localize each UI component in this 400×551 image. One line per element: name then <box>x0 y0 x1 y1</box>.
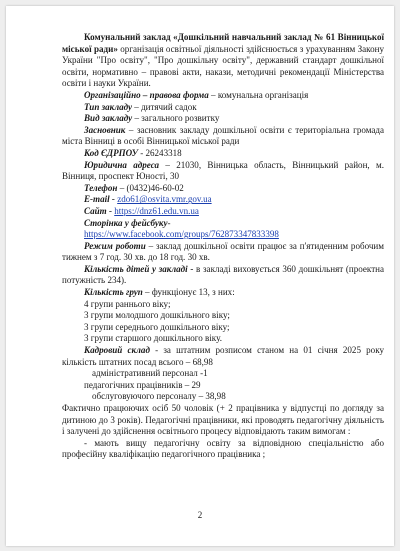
facebook-label: Сторінка у фейсбуку <box>84 217 168 228</box>
phone-label: Телефон <box>84 182 118 193</box>
groups-line <box>62 287 384 299</box>
group-item: 3 групи старшого дошкільного віку. <box>84 333 222 344</box>
site-line <box>62 206 384 218</box>
schedule-value: – заклад дошкільної освіти працює за п'ятиденним робочим тижнем з 7 год. 30 хв. до 18 год. 30 хв. <box>62 240 384 263</box>
phone-value: – (0432)46-60-02 <box>117 182 184 193</box>
schedule-line <box>62 241 384 264</box>
intro-paragraph <box>62 32 384 90</box>
site-label: Сайт - <box>84 205 112 216</box>
address-value: – 21030, Вінницька область, Вінницький район, м. Вінниця, проспект Юності, 30 <box>62 159 384 182</box>
facebook-line <box>62 218 384 230</box>
children-value: в закладі виховується 360 дошкільнят (проектна потужність 234). <box>62 263 384 286</box>
staff-admin: адміністративний персонал -1 <box>92 368 208 379</box>
children-line <box>62 264 384 287</box>
email-label: E-mail - <box>84 194 115 205</box>
document-page <box>6 6 394 546</box>
edrpou-line <box>62 148 384 160</box>
groups-value: – функціонує 13, з них: <box>142 287 235 298</box>
staff-value: - за штатним розписом станом на 01 січня 2025 року кількість штатних посад всього – 68,98 <box>62 345 385 367</box>
facebook-link-line <box>62 229 384 241</box>
phone-line <box>62 183 384 195</box>
address-line <box>62 160 384 183</box>
edrpou-label: Код ЄДРПОУ <box>84 147 138 158</box>
group-item: 3 групи молодшого дошкільного віку; <box>84 310 230 321</box>
type-label: Тип закладу <box>84 101 133 112</box>
requirement-item: - мають вищу педагогічну освіту за відповідною спеціальністю або професійну кваліфікацію педагогічного працівника ; <box>62 437 384 460</box>
kind-line <box>62 113 384 125</box>
staff-service: обслуговуючого персоналу – 38,98 <box>92 391 226 402</box>
schedule-label: Режим роботи <box>84 240 146 251</box>
org-form-line <box>62 90 384 102</box>
page-number: 2 <box>197 510 203 520</box>
children-label: Кількість дітей у закладі - <box>84 263 194 274</box>
institution-name: Комунальний заклад «Дошкільний навчальний заклад № 61 Вінницької міської ради» <box>62 32 384 54</box>
group-item: 3 групи середнього дошкільного віку; <box>84 321 230 332</box>
kind-value: – загального розвитку <box>132 113 220 124</box>
site-link[interactable]: https://dnz61.edu.vn.ua <box>114 205 199 216</box>
founder-line <box>62 125 384 148</box>
address-label: Юридична адреса <box>84 159 159 170</box>
facebook-dash: - <box>167 217 171 228</box>
email-line <box>62 194 384 206</box>
group-item: 4 групи раннього віку; <box>84 298 171 309</box>
facebook-link[interactable]: https://www.facebook.com/groups/762873347833398 <box>84 229 279 240</box>
staff-label: Кадровий склад <box>84 345 150 356</box>
groups-label: Кількість груп <box>84 287 143 298</box>
type-line <box>62 102 384 114</box>
founder-label: Засновник <box>84 124 126 135</box>
staff-line <box>62 345 384 368</box>
email-link[interactable]: zdo61@osvita.vmr.gov.ua <box>117 194 212 205</box>
founder-value: – засновник закладу дошкільної освіти є територіальна громада міста Вінниці в особі Вінницької міської ради <box>62 124 384 147</box>
edrpou-value: - 26243318 <box>140 147 182 158</box>
staff-pedagogical: педагогічних працівників – 29 <box>84 379 201 390</box>
intro-text: організація освітньої діяльності здійснюється з урахуванням Закону України "Про освіту", "Про дошкільну освіту", державний стандарт дошкільної освіти, нормативно – правові акти, накази, методичні рекомендації Міністерства освіти і науки України. <box>62 43 384 89</box>
org-form-label: Організаційно – правова форма <box>84 89 209 100</box>
actual-staff-paragraph: Фактично працюючих осіб 50 чоловік (+ 2 працівника у відпустці по догляду за дитиною до 3 років). Педагогічні працівники, які проводять педагогічну діяльність і залучені до здійснення освітнього процесу відповідають таким вимогам : <box>62 403 384 437</box>
org-form-value: – комунальна організація <box>208 89 309 100</box>
document-body <box>62 32 384 461</box>
kind-label: Вид закладу <box>84 113 133 124</box>
type-value: – дитячий садок <box>132 101 197 112</box>
